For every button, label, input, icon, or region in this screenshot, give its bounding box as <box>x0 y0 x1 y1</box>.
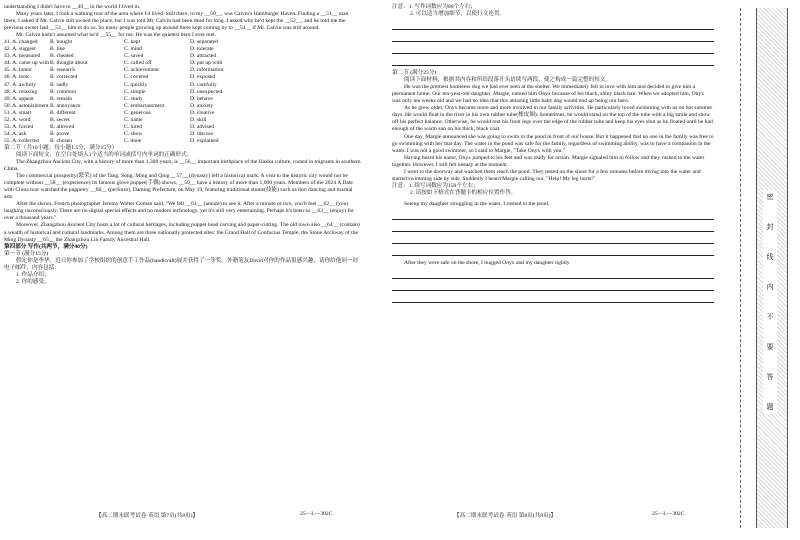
seal-label-char: 要 <box>766 343 774 351</box>
continuation-heading: 第二节 (满分25分) <box>392 70 437 77</box>
option-cell: C. quickly <box>124 81 148 88</box>
option-cell: D. carefully <box>190 81 217 88</box>
option-cell: C. name <box>124 116 143 123</box>
cut-line <box>740 8 741 528</box>
option-cell: 43. A. measured <box>4 53 41 60</box>
continuation-start-2: After they were safe on the shore, I hugged Onyx and my daughter tightly. <box>404 259 571 266</box>
option-cell: 48. A. relaxing <box>4 88 38 95</box>
option-cell: B. sadly <box>50 81 69 88</box>
option-cell: C. simple <box>124 88 146 95</box>
part4-section1-heading: 第一节 (满分15分) <box>4 250 49 257</box>
cloze-para-2: Many years later, I took a walking tour of the area where I'd lived. Still there, to my __50__, was Calvin's Hamburger Haven. Finding a __51__ man there, I asked if Mr. Calvin still owned the place, but I was told Mr. Calvin had been dead for long. I asked why he'd kept the __52__, and he told me the previous owner had __53__ him to do so. So many people growing up around there kept coming by to __54__ if Mr. Calvin was still around. <box>4 11 349 32</box>
answer-line[interactable] <box>392 232 714 244</box>
cloze-para-1: understanding I didn't have to __49__ in the world I lived in. <box>4 4 141 10</box>
option-cell: D. attracted <box>190 53 217 60</box>
option-cell: D. skill <box>190 116 207 123</box>
section2-instruction: 阅读下面短文，在空白处填入1个适当的单词或括号内单词的正确形式。 <box>16 151 193 158</box>
seal-label-char: 内 <box>766 283 774 291</box>
answer-line[interactable] <box>392 267 714 279</box>
option-cell: C. mind <box>124 46 143 53</box>
left-footer-code: 25—L—302C <box>300 511 333 517</box>
story-para-1: He was the prettiest homeless dog we had ever seen at the shelter. We immediately fell in love with him and decided to give him a permanent home. Our ten-year-old daughter, Margie, named him Onyx because of his black, shiny black hair. When we adopted him, Onyx was only ten weeks old and we had no idea that this amazing little baby dog would end up being our hero. <box>392 84 704 105</box>
option-cell: B. allowed <box>50 123 75 130</box>
option-cell: C. hired <box>124 123 143 130</box>
option-cell: D. advised <box>190 123 214 130</box>
section2-heading: 第二节（共10小题；每小题1.5分，满分15分） <box>4 144 118 151</box>
option-cell: B. research <box>50 67 76 74</box>
option-cell: 51. A. smart <box>4 109 32 116</box>
part4-heading: 第四部分 写作(共两节，满分40分) <box>4 243 88 250</box>
option-cell: D. unexpected <box>190 88 223 95</box>
option-cell: D. tolerate <box>190 46 214 53</box>
right-page <box>392 4 714 303</box>
grammar-para-4: Moreover, Zhangzhou Ancient City hosts a lot of cultural heritages, including puppet head carving and paper-cutting. The old town also __64__ (contain) a wealth of historical and cultural landmarks. Among them are three nationally protected sites: the Grand Hall of Confucius Temple, the Stone Archway of the Ming Dynasty __65__ the Zhangzhou Lin Family Ancestral Hall. <box>4 222 360 243</box>
writing-item-2: 2. 你的感受。 <box>16 278 50 285</box>
option-cell: C. embarrassment <box>124 102 165 109</box>
answer-line[interactable] <box>392 291 714 303</box>
right-footer: 【高二期末联考试卷·英语 第8页(共8页)】 <box>454 513 557 519</box>
seal-label-char: 密 <box>766 193 774 201</box>
cloze-para-3: Mr. Calvin hadn't assumed what he'd __55__ for me. He was the quietest hero I ever met. <box>16 32 217 39</box>
answer-line[interactable] <box>392 18 714 30</box>
binding-strip <box>734 0 800 540</box>
option-cell: 44. A. came up with <box>4 60 50 67</box>
option-cell: D. discuss <box>190 130 213 137</box>
seal-label-char: 题 <box>766 403 774 411</box>
option-cell: C. called off <box>124 60 152 67</box>
grammar-para-1: The Zhangzhou Ancient City, with a history of more than 1,300 years, is __56__ important birthplace of the Hakka culture, rooted in migrants in southern China. <box>4 159 361 173</box>
grammar-para-2: The commercial prosperity(繁荣) of the Tang, Song, Ming and Qing __57__ (dynasty) left a historical mark. A visit to the historic city would not be complete without __58__ (experience) its famous glove puppet(手偶) shows, __59__ have a history of more than 1,000 years. Members of the 2024 A Date with China tour watched the puppetry __60__ (perform), Daming Prefecture, on May 19, featuring traditional stunts(技能) such as lion dancing and martial arts. <box>4 173 353 201</box>
option-cell: 52. A. word <box>4 116 31 123</box>
continuation-note-1: 注意：1. 续写词数应为150个左右； <box>392 182 479 189</box>
option-cell: C. show <box>124 130 143 137</box>
option-cell: C. achievement <box>124 67 159 74</box>
seal-label-char: 封 <box>766 223 774 231</box>
option-cell: 41. A. changed <box>4 39 38 46</box>
option-cell: C. done <box>124 137 142 144</box>
option-cell: C. study <box>124 95 143 102</box>
story-para-2: As he grew older, Onyx became more and more involved in our family activities. He particularly loved swimming with us on hot summer days. He would float in the river in his own rubber tube(橡皮圈). Sometimes, he would stand on the top of the tube with a big smile and show off his perfect balance. Otherwise, he would rest his front legs over the edge of the rubber tube and keep his eyes shut as he floated until he had enough of the warm sun on his thick, black coat. <box>392 105 713 133</box>
option-cell: D. exposed <box>190 74 216 81</box>
answer-line[interactable] <box>392 208 714 220</box>
cloze-options <box>4 39 362 145</box>
answer-line[interactable] <box>392 244 714 256</box>
option-cell: B. prove <box>50 130 70 137</box>
seal-label-char: 不 <box>766 313 774 321</box>
answer-line[interactable] <box>392 54 714 66</box>
option-cell: 49. A. appear <box>4 95 34 102</box>
option-cell: C. generous <box>124 109 151 116</box>
seal-label-char: 答 <box>766 373 774 381</box>
option-cell: 42. A. suggest <box>4 46 36 53</box>
option-cell: 46. A. took <box>4 74 29 81</box>
option-cell: B. common <box>50 88 77 95</box>
option-cell: 50. A. astonishment <box>4 102 49 109</box>
story-para-5: I went to the doorway and watched them reach the pond. They tested on the shore for a few minutes before diving into the water and started swimming side by side. Suddenly I heard Margie calling out, "Help! My leg hurts!" <box>392 168 701 182</box>
option-cell: B. chosen <box>50 137 73 144</box>
option-cell: D. explained <box>190 137 219 144</box>
writing-note-2: 2. 可以适当增加细节，以使行文连贯。 <box>410 11 506 18</box>
option-cell: B. thought about <box>50 60 88 67</box>
option-cell: 53. A. forced <box>4 123 34 130</box>
option-cell: 47. A. awfully <box>4 81 37 88</box>
option-cell: D. information <box>190 67 224 74</box>
option-cell: B. remain <box>50 95 73 102</box>
continuation-start-1: Seeing my daughter struggling in the water, I rushed to the pond. <box>404 200 550 207</box>
option-cell: B. cheated <box>50 53 74 60</box>
option-cell: C. saved <box>124 53 144 60</box>
option-cell: D. behave <box>190 95 213 102</box>
option-cell: 54. A. ask <box>4 130 27 137</box>
left-footer: 【高二期末联考试卷·英语 第7页(共8页)】 <box>96 513 199 519</box>
option-cell: D. anxiety <box>190 102 214 109</box>
left-page <box>4 4 362 286</box>
option-cell: B. different <box>50 109 76 116</box>
option-cell: D. creative <box>190 109 215 116</box>
option-cell: D. separated <box>190 39 218 46</box>
option-cell: B. corrected <box>50 74 78 81</box>
option-cell: C. covered <box>124 74 149 81</box>
seal-line-labels <box>763 190 777 414</box>
answer-line[interactable] <box>392 30 714 42</box>
writing-prompt: 假定你是李华，近日你参加了学校组织的创意手工作品(handicraft)展并获得了一等奖。外籍笔友David对你的作品很感兴趣，请你给他回一封电子邮件，内容包括： <box>4 257 359 271</box>
story-para-3: One day, Margie announced she was going to swim in the pond in front of our house. But it happened that no one in the family was free to go swimming with her that day. The water in the pond was safe for the family, regardless of swimming ability, was to have a companion in the water. I was not a good swimmer, so I said to Margie, "Take Onyx with you." <box>392 133 714 154</box>
grammar-para-3: After the shows, French photographer Jeremy Walter Goman said, "We felt __61__ (amaze) to see it. After a minute or two, you'll feel __62__ (you) laughing unconsciously. There are no digital special effects and no modern technology, yet it's still very entertaining. Perhaps it's been so __63__ (enjoy) for over a thousand years." <box>4 201 354 222</box>
option-cell: B. annoyance <box>50 102 81 109</box>
answer-line[interactable] <box>392 42 714 54</box>
option-cell: B. like <box>50 46 65 53</box>
answer-line[interactable] <box>392 220 714 232</box>
option-cell: D. put up with <box>190 60 223 67</box>
story-para-4: Having heard his name, Onyx jumped to his feet and was ready for action. Margie signaled him to follow and they rushed to the water together. However, I still felt uneasy at the moment. <box>392 154 705 168</box>
option-cell: B. secret <box>50 116 70 123</box>
seal-label-char: 线 <box>766 253 774 261</box>
continuation-note-2: 2. 请按如下格式在答题卡的相应位置作答。 <box>410 189 517 196</box>
option-cell: 45. A. honor <box>4 67 32 74</box>
continuation-instruction: 阅读下面材料，根据其内容和所给段落开头语续写两段，使之构成一篇完整的短文。 <box>404 77 611 84</box>
option-cell: B. bought <box>50 39 73 46</box>
right-footer-code: 25—L—302C <box>652 511 685 517</box>
option-cell: 55. A. collected <box>4 137 40 144</box>
answer-line[interactable] <box>392 279 714 291</box>
writing-note-1: 注意：1. 写作词数应为80个左右； <box>392 4 476 10</box>
writing-item-1: 1. 作品介绍； <box>16 271 50 278</box>
option-cell: C. kept <box>124 39 141 46</box>
